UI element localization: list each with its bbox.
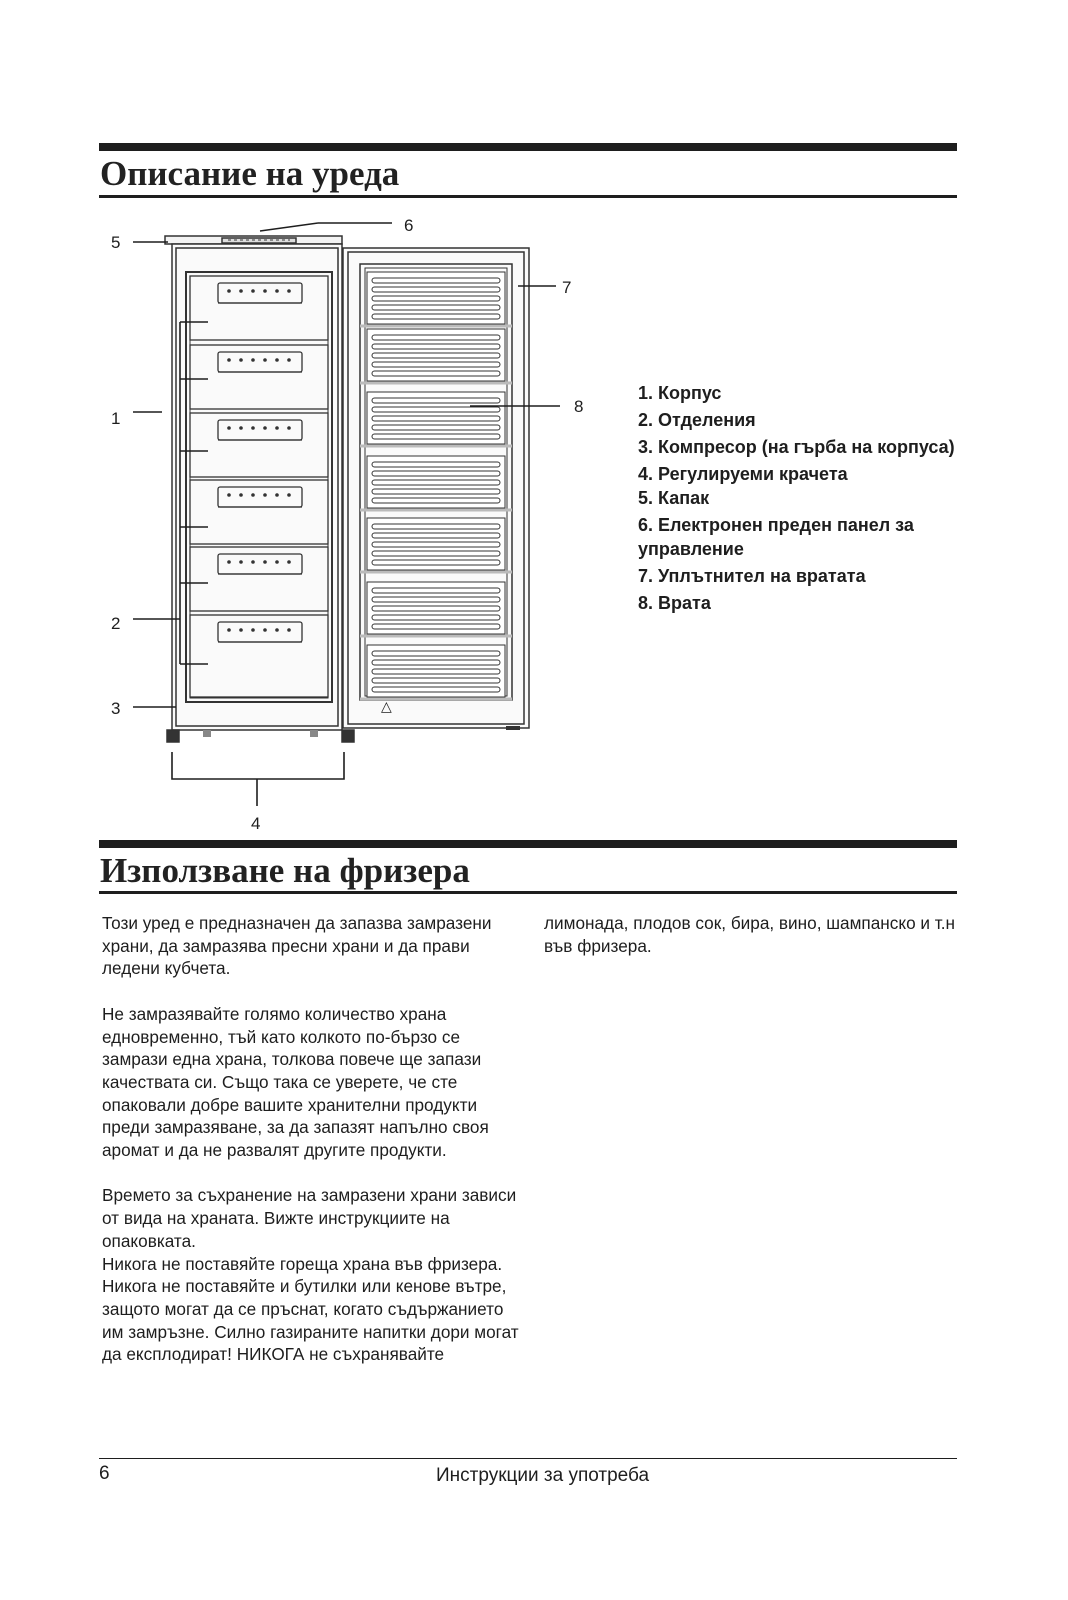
callout-1: 1 <box>111 409 121 428</box>
freezer-diagram <box>99 214 619 844</box>
legend-item: 8. Врата <box>638 593 711 613</box>
door <box>343 248 529 728</box>
callout-5: 5 <box>111 233 121 252</box>
text-column-left <box>102 912 522 1389</box>
paragraph: Този уред е предназначен да запазва замразени храни, да замразява пресни храни и да прави ледени кубчета. <box>102 913 492 979</box>
door-shelf <box>360 392 512 446</box>
adjustable-feet <box>167 730 354 742</box>
callout-3: 3 <box>111 699 121 718</box>
callout-7: 7 <box>562 278 572 297</box>
text-column-right <box>544 912 964 980</box>
paragraph: Времето за съхранение на замразени храни зависи от вида на храната. Вижте инструкциите на опаковката. <box>102 1185 517 1251</box>
door-shelf <box>360 582 512 636</box>
footer-title: Инструкции за употреба <box>436 1465 650 1486</box>
cabinet-body <box>165 236 342 730</box>
section-title-description: Описание на уреда <box>100 154 400 193</box>
legend-item: 6. Електронен преден панел за управление <box>638 515 914 559</box>
door-warning-symbol: △ <box>381 698 392 714</box>
legend-item: 3. Компресор (на гърба на корпуса) <box>638 437 955 457</box>
door-shelf <box>360 645 512 699</box>
legend-item: 5. Капак <box>638 488 710 508</box>
door-shelf <box>360 272 512 326</box>
section-bottom-rule <box>99 891 957 894</box>
callout-4: 4 <box>251 814 261 833</box>
door-shelf <box>360 456 512 510</box>
parts-legend <box>638 381 998 618</box>
page-number: 6 <box>99 1463 110 1484</box>
callout-2: 2 <box>111 614 121 633</box>
door-shelf <box>360 329 512 383</box>
legend-item: 4. Регулируеми крачета <box>638 464 848 484</box>
section-bottom-rule <box>99 195 957 198</box>
legend-item: 2. Отделения <box>638 410 756 430</box>
paragraph: Никога не поставяйте гореща храна във фризера. Никога не поставяйте и бутилки или кенове вътре, защото могат да се пръснат, когато съдържанието им замръзне. Силно газираните напитки дори могат да експлодират! НИКОГА не съхранявайте <box>102 1253 519 1365</box>
section-top-rule <box>99 840 957 848</box>
footer-rule <box>99 1458 957 1459</box>
callout-8: 8 <box>574 397 584 416</box>
paragraph: Не замразявайте голямо количество храна едновременно, тъй като колкото по-бързо се замрази една храна, толкова повече ще запази качествата си. Също така се уверете, че сте опаковали добре вашите хранителни продукти преди замразяване, за да запазят напълно своя аромат и да не развалят другите продукти. <box>102 1003 489 1161</box>
callout-6: 6 <box>404 216 414 235</box>
section-top-rule <box>99 143 957 151</box>
legend-item: 1. Корпус <box>638 383 722 403</box>
paragraph: лимонада, плодов сок, бира, вино, шампанско и т.н във фризера. <box>544 913 956 956</box>
door-shelf <box>360 518 512 572</box>
section-title-usage: Използване на фризера <box>100 851 470 890</box>
legend-item: 7. Уплътнител на вратата <box>638 566 866 586</box>
